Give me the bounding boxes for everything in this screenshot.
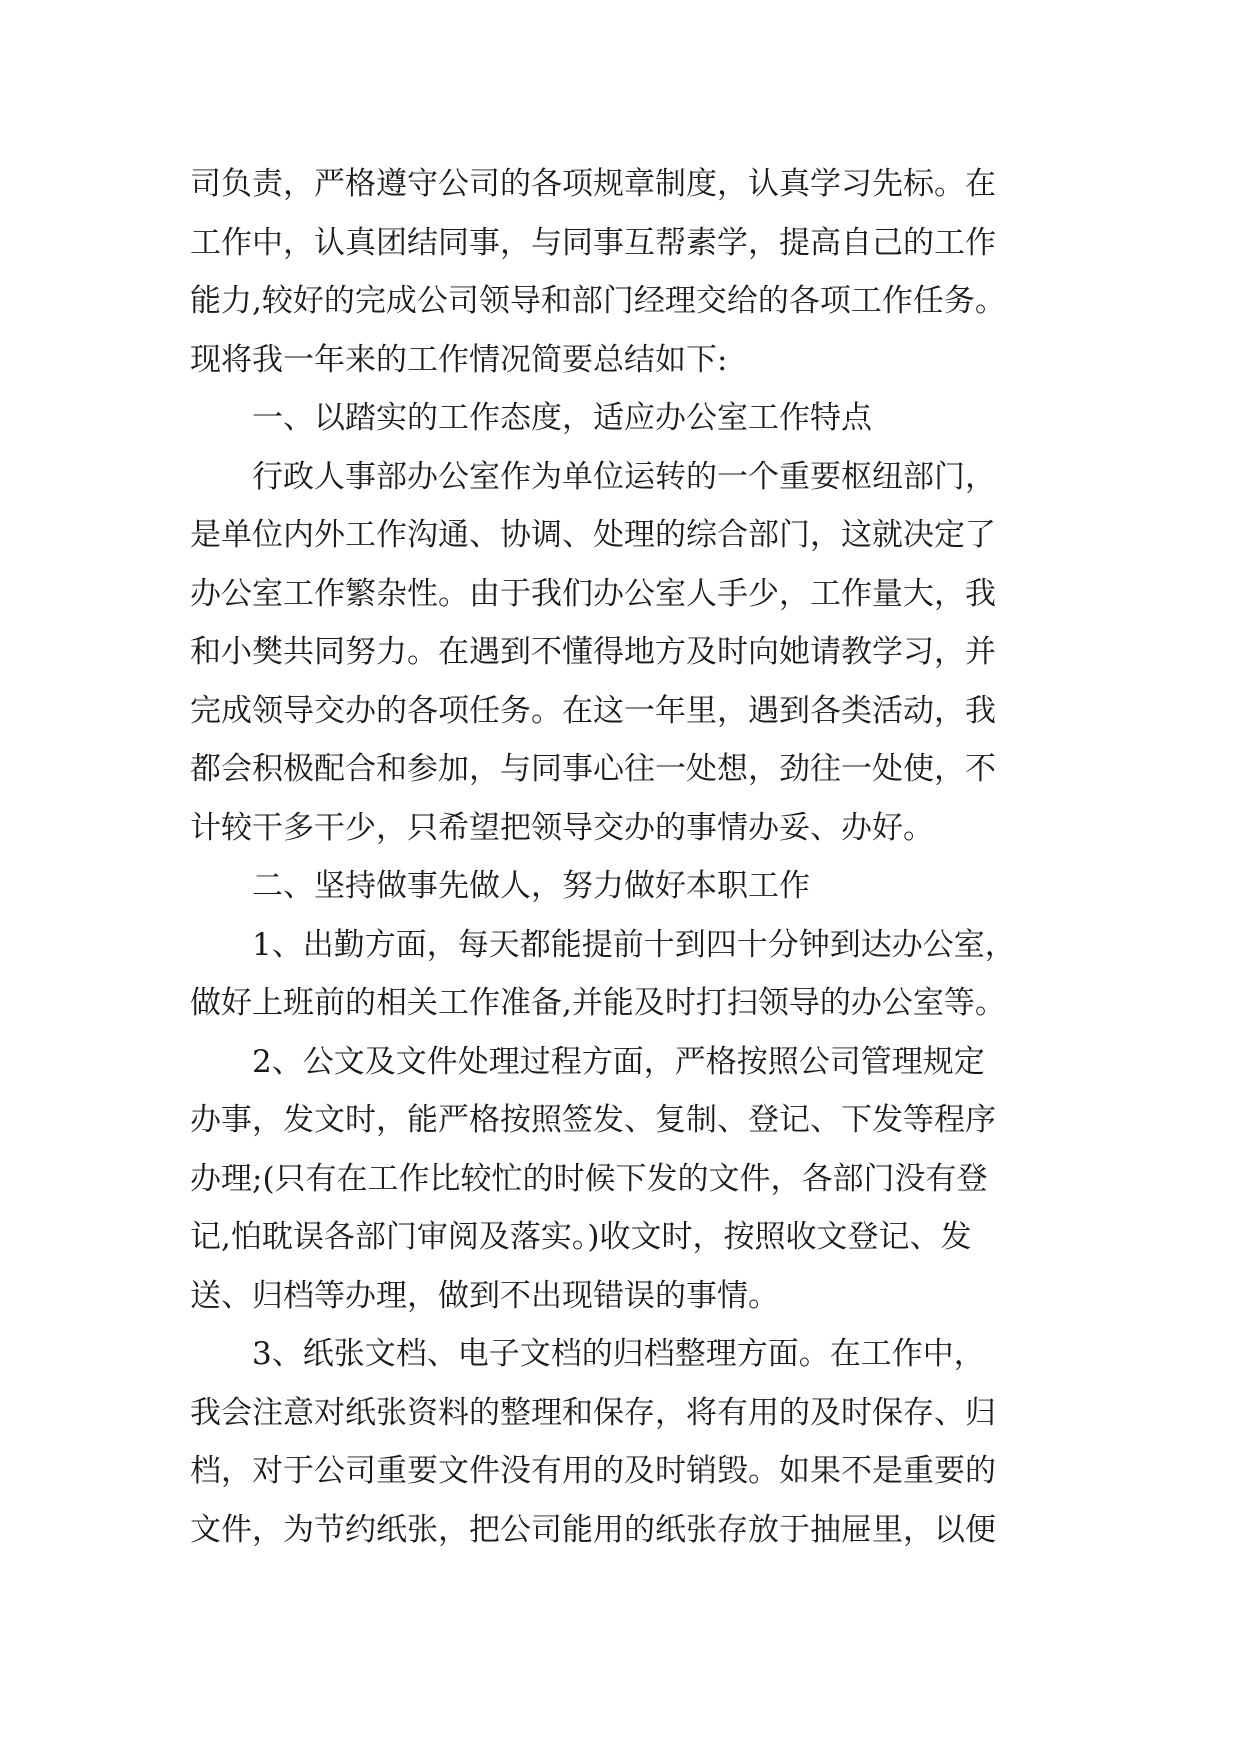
text-line: 行政人事部办公室作为单位运转的一个重要枢纽部门， <box>190 458 996 495</box>
section-heading-1: 一、以踏实的工作态度，适应办公室工作特点 <box>190 400 872 436</box>
text-line: 送、归档等办理，做到不出现错误的事情。 <box>190 1277 779 1314</box>
text-line: 做好上班前的相关工作准备,并能及时打扫领导的办公室等。 <box>190 985 1006 1021</box>
text-line: 文件，为节约纸张，把公司能用的纸张存放于抽屉里，以便 <box>190 1511 996 1548</box>
text-line: 能力,较好的完成公司领导和部门经理交给的各项工作任务。 <box>190 283 1006 319</box>
text-line: 是单位内外工作沟通、协调、处理的综合部门，这就决定了 <box>190 517 996 553</box>
text-line: 办理;(只有在工作比较忙的时候下发的文件，各部门没有登 <box>190 1160 988 1197</box>
text-line: 办事，发文时，能严格按照签发、复制、登记、下发等程序 <box>190 1102 996 1138</box>
section-heading-2: 二、坚持做事先做人，努力做好本职工作 <box>190 868 810 904</box>
text-line: 现将我一年来的工作情况简要总结如下: <box>190 341 728 378</box>
body-text <box>190 155 1090 1559</box>
text-line: 司负责，严格遵守公司的各项规章制度，认真学习先标。在 <box>190 166 996 202</box>
text-line: 1、出勤方面，每天都能提前十到四十分钟到达办公室， <box>190 926 1016 963</box>
text-line: 2、公文及文件处理过程方面，严格按照公司管理规定 <box>190 1043 985 1080</box>
text-line: 都会积极配合和参加，与同事心往一处想，劲往一处使，不 <box>190 751 996 787</box>
text-line: 3、纸张文档、电子文档的归档整理方面。在工作中， <box>190 1336 985 1372</box>
text-line: 和小樊共同努力。在遇到不懂得地方及时向她请教学习，并 <box>190 634 996 670</box>
text-line: 办公室工作繁杂性。由于我们办公室人手少，工作量大，我 <box>190 575 996 612</box>
text-line: 完成领导交办的各项任务。在这一年里，遇到各类活动，我 <box>190 692 996 729</box>
text-line: 档，对于公司重要文件没有用的及时销毁。如果不是重要的 <box>190 1453 996 1489</box>
text-line: 工作中，认真团结同事，与同事互帮素学，提高自己的工作 <box>190 224 996 261</box>
text-line: 计较干多干少，只希望把领导交办的事情办妥、办好。 <box>190 809 934 846</box>
text-line: 记,怕耽误各部门审阅及落实。)收文时，按照收文登记、发 <box>190 1219 972 1255</box>
text-line: 我会注意对纸张资料的整理和保存，将有用的及时保存、归 <box>190 1394 996 1431</box>
